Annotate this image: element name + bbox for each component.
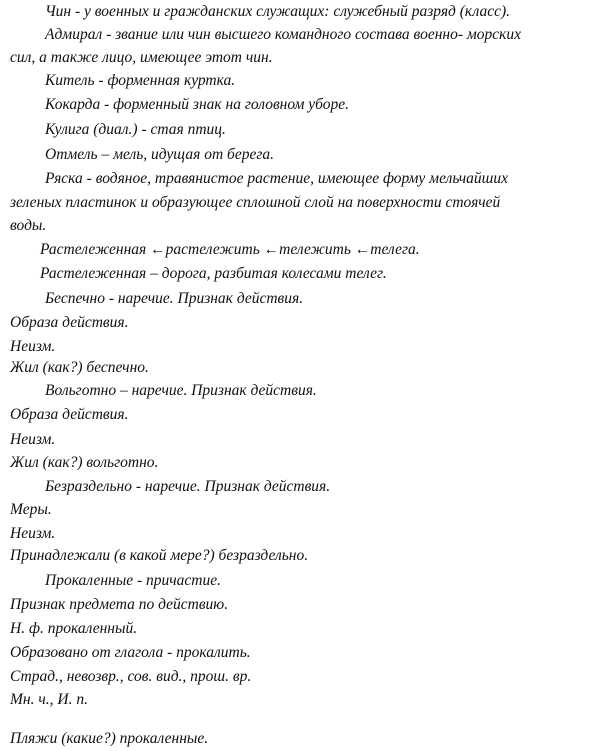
text-line: Ряска - водяное, травянистое растение, имеющее форму мельчайших: [45, 170, 509, 187]
text-line: Растележенная – дорога, разбитая колесами телег.: [40, 265, 387, 282]
text-line: Неизм.: [10, 431, 56, 448]
text-line: Неизм.: [10, 525, 56, 542]
text-line: сил, а также лицо, имеющее этот чин.: [10, 49, 273, 66]
text-line: Страд., невозвр., сов. вид., прош. вр.: [10, 668, 252, 685]
text-line: Вольготно – наречие. Признак действия.: [45, 382, 317, 399]
text-line: Образа действия.: [10, 406, 129, 423]
text-line: Растележенная ←растележить ←тележить ←телега.: [40, 241, 420, 258]
text-line: зеленых пластинок и образующее сплошной слой на поверхности стоячей: [10, 194, 501, 211]
text-line: Отмель – мель, идущая от берега.: [45, 146, 275, 163]
text-line: Китель - форменная куртка.: [45, 72, 236, 89]
text-line: Мн. ч., И. п.: [10, 691, 88, 708]
text-line: воды.: [10, 217, 47, 234]
text-line: Кулига (диал.) - стая птиц.: [45, 121, 226, 138]
text-line: Принадлежали (в какой мере?) безраздельно.: [10, 547, 309, 564]
text-line: Безраздельно - наречие. Признак действия.: [45, 478, 331, 495]
text-line: Образовано от глагола - прокалить.: [10, 644, 251, 661]
text-line: Прокаленные - причастие.: [45, 572, 221, 589]
text-line: Жил (как?) беспечно.: [10, 359, 149, 376]
text-line: Неизм.: [10, 338, 56, 355]
text-line: Жил (как?) вольготно.: [10, 454, 159, 471]
text-line: Образа действия.: [10, 314, 129, 331]
text-line: Пляжи (какие?) прокаленные.: [10, 730, 209, 747]
text-line: Кокарда - форменный знак на головном уборе.: [45, 96, 350, 113]
text-line: Н. ф. прокаленный.: [10, 620, 138, 637]
text-line: Адмирал - звание или чин высшего командного состава военно- морских: [45, 26, 522, 43]
text-line: Беспечно - наречие. Признак действия.: [45, 290, 304, 307]
text-line: Признак предмета по действию.: [10, 596, 229, 613]
text-line: Чин - у военных и гражданских служащих: служебный разряд (класс).: [45, 3, 510, 20]
text-line: Меры.: [10, 501, 52, 518]
